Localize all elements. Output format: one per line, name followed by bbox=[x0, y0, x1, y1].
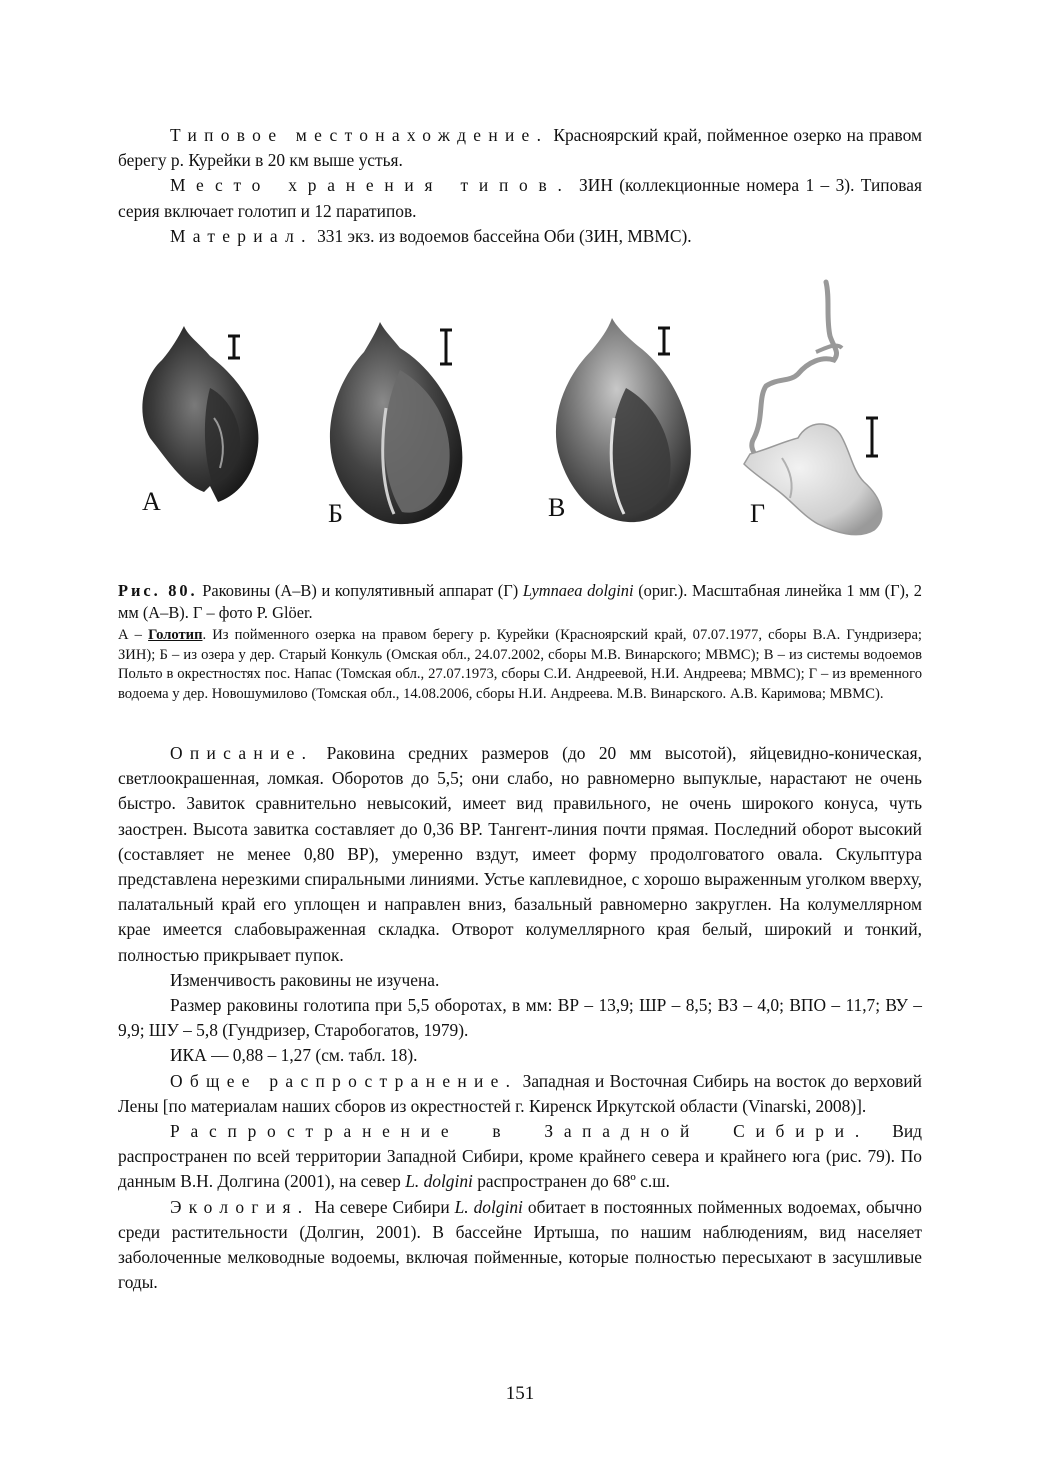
type-storage-label: Место хранения типов. bbox=[170, 175, 573, 196]
description-paragraph bbox=[118, 741, 922, 968]
size-paragraph: Размер раковины голотипа при 5,5 оборотах, в мм: ВР – 13,9; ШР – 8,5; ВЗ – 4,0; ВПО – 11,7; ВУ – 9,9; ШУ – 5,8 (Гундризер, Старобогатов, 1979). bbox=[118, 995, 922, 1041]
ecology-paragraph bbox=[118, 1195, 922, 1296]
scale-bar-d bbox=[866, 418, 878, 456]
description-text: Раковина средних размеров (до 20 мм высотой), яйцевидно-коническая, светлоокрашенная, ломкая. Оборотов до 5,5; они слабо, но равномерно выпуклые, нарастают не очень быстро. Завиток сравнительно невысокий, имеет вид правильного, не очень широкого конуса, чуть заострен. Высота завитка составляет до 0,36 ВР. Тангент-линия почти прямая. Последний оборот высокий (составляет не менее 0,80 ВР), умеренно вздут, имеет форму продолговатого овала. Скульптура представлена нерезкими спиральными линиями. Устье каплевидное, с хорошо выраженным уголком вверху, палатальный край его уплощен и направлен вниз, базальный равномерно закруглен. На колумеллярном крае имеется слабовыраженная складка. Отворот колумеллярного края белый, широкий и тонкий, полностью прикрывает пупок. bbox=[118, 743, 922, 965]
caption-number: Рис. 80. bbox=[118, 581, 198, 600]
ecology-text-2: обитает в постоянных пойменных водоемах, обычно среди растительности (Долгин, 2001). В бассейне Иртыша, по нашим наблюдениям, вид населяет заболоченные мелководные водоемы, включая пойменные, которые полностью пересыхают в засушливые годы. bbox=[118, 1196, 922, 1293]
type-locality-label: Типовое местонахождение. bbox=[170, 125, 549, 145]
scale-bar-a bbox=[228, 336, 240, 358]
shell-b-image bbox=[330, 322, 462, 524]
type-locality-text: Красноярский край, пойменное озерко на правом берегу р. Курейки в 20 км выше устья. bbox=[118, 125, 922, 171]
panel-label-d: Г bbox=[750, 499, 766, 528]
scale-bar-c bbox=[658, 328, 670, 354]
caption-species: Lymnaea dolgini bbox=[522, 581, 634, 600]
west-siberia-species: L. dolgini bbox=[405, 1171, 473, 1192]
material-text: 331 экз. из водоемов бассейна Оби (ЗИН, МВМС). bbox=[317, 225, 692, 246]
general-distribution-label: Общее распространение. bbox=[170, 1070, 518, 1091]
general-distribution-text: Западная и Восточная Сибирь на восток до верховий Лены [по материалам наших сборов из окрестностей г. Киренск Иркутской области (Vinarski, 2008)]. bbox=[118, 1070, 922, 1116]
variability-paragraph: Изменчивость раковины не изучена. bbox=[170, 969, 440, 990]
body-text bbox=[118, 741, 922, 1295]
page-number: 151 bbox=[505, 1383, 535, 1404]
copulatory-apparatus-image bbox=[744, 282, 882, 535]
caption-details bbox=[118, 626, 922, 704]
type-locality-paragraph bbox=[118, 123, 922, 173]
scale-bar-b bbox=[440, 330, 452, 364]
ecology-text-1: На севере Сибири bbox=[314, 1196, 450, 1217]
caption-text-1: Раковины (А–В) и копулятивный аппарат (Г) bbox=[202, 581, 519, 600]
caption-holotype: Голотип bbox=[148, 627, 203, 643]
panel-label-c: В bbox=[548, 493, 566, 522]
shell-a-image bbox=[142, 326, 258, 502]
ecology-label: Экология. bbox=[170, 1196, 310, 1217]
type-storage-paragraph bbox=[118, 173, 922, 223]
ika-paragraph: ИКА — 0,88 – 1,27 (см. табл. 18). bbox=[170, 1045, 418, 1066]
west-siberia-text-1: Вид распространен по всей территории Западной Сибири, кроме крайнего севера и крайнего юга (рис. 79). По данным В.Н. Долгина (2001), на север bbox=[118, 1121, 922, 1192]
west-siberia-paragraph bbox=[118, 1119, 922, 1195]
material-label: Материал. bbox=[170, 225, 313, 246]
caption-main bbox=[118, 580, 922, 624]
ecology-species: L. dolgini bbox=[454, 1196, 523, 1217]
caption-text-2: (ориг.). Масштабная линейка 1 мм (Г), 2 мм (А–В). Г – фото P. Glöer. bbox=[118, 581, 922, 622]
header-text bbox=[118, 123, 922, 249]
type-storage-text: ЗИН (коллекционные номера 1 – 3). Типовая серия включает голотип и 12 паратипов. bbox=[118, 175, 922, 221]
west-siberia-label: Распространение в Западной Сибири. bbox=[170, 1121, 870, 1142]
panel-label-a: А bbox=[142, 487, 161, 516]
shell-c-image bbox=[556, 318, 691, 522]
caption-small-prefix: А – bbox=[118, 627, 142, 643]
west-siberia-text-2: распространен до 68º с.ш. bbox=[477, 1171, 670, 1192]
caption-small-text: . Из пойменного озерка на правом берегу р. Курейки (Красноярский край, 07.07.1977, сборы В.А. Гундризера; ЗИН); Б – из озера у дер. Старый Конкуль (Омская обл., 24.07.2002, сборы М.В. Винарского; МВМС); В – из системы водоемов Польто в окрестностях пос. Напас (Томская обл., 27.07.1973, сборы С.И. Андреевой, Н.И. Андреева; МВМС); Г – из временного водоема у дер. Новошумилово (Томская обл., 14.08.2006, сборы Н.И. Андреева. М.В. Винарского. А.В. Каримова; МВМС). bbox=[118, 627, 922, 702]
general-distribution-paragraph bbox=[118, 1069, 922, 1119]
figure-caption bbox=[118, 580, 922, 704]
shell-figure bbox=[118, 278, 922, 568]
panel-label-b: Б bbox=[328, 499, 343, 528]
material-paragraph bbox=[118, 224, 922, 249]
description-label: Описание. bbox=[170, 743, 314, 763]
